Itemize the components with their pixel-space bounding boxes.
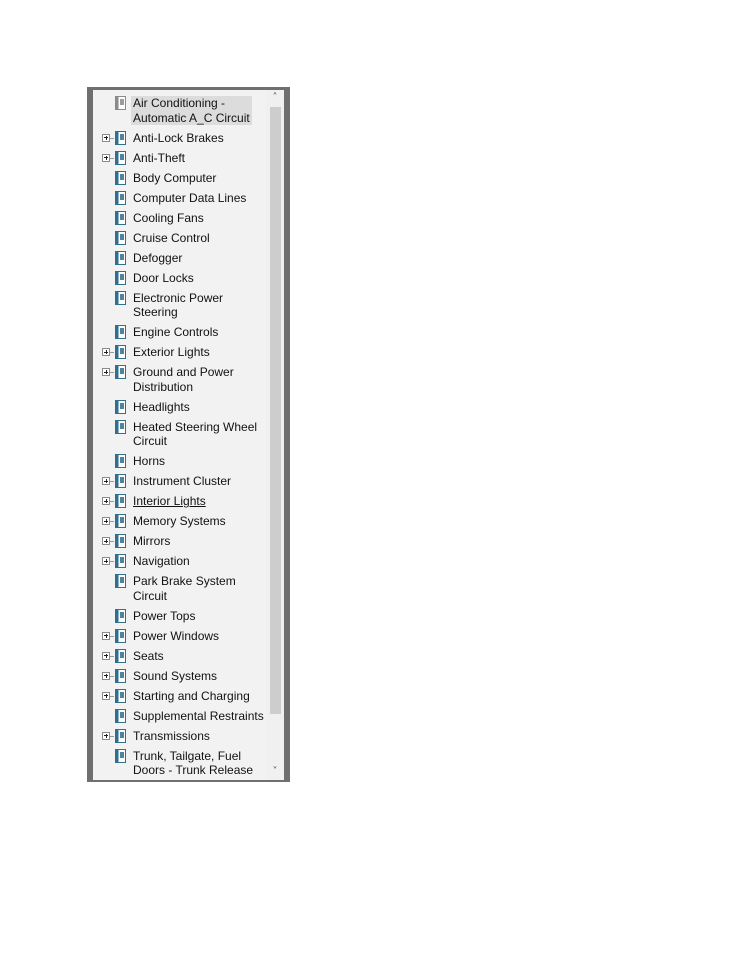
tree-item[interactable] [93,709,266,724]
tree-item-label: Cooling Fans [133,210,204,225]
tree-connector-line [110,158,114,159]
tree-item[interactable] [93,609,266,624]
tree-item-label: Body Computer [133,170,217,185]
tree-item[interactable] [93,554,266,569]
tree-item[interactable] [93,629,266,644]
plus-box-icon[interactable] [102,134,110,142]
book-icon [115,474,126,488]
book-icon [115,689,126,703]
chevron-down-icon[interactable]: ˅ [272,766,278,777]
book-icon [115,191,126,205]
plus-box-icon[interactable] [102,348,110,356]
plus-box-icon[interactable] [102,517,110,525]
plus-box-icon[interactable] [102,692,110,700]
tree-item[interactable] [93,534,266,549]
book-icon [115,211,126,225]
book-icon [115,251,126,265]
tree-item[interactable] [93,420,266,450]
tree-item-label: Exterior Lights [133,345,210,359]
book-icon [115,649,126,663]
plus-box-icon[interactable] [102,557,110,565]
tree-item[interactable] [93,211,266,226]
tree-item-label: Sound Systems [133,668,218,683]
tree-item[interactable] [93,649,266,664]
tree-item-label: Power Windows [133,628,220,643]
book-icon [115,709,126,723]
book-icon [115,400,126,414]
tree-item-label: Park Brake System Circuit [133,574,236,603]
plus-box-icon[interactable] [102,632,110,640]
book-icon [115,494,126,508]
scrollbar-thumb[interactable] [270,107,281,714]
tree-item[interactable] [93,365,266,395]
tree-item[interactable] [93,231,266,246]
tree-item-label: Cruise Control [133,230,210,245]
tree-item-label: Headlights [133,399,190,414]
tree-item[interactable] [93,574,266,604]
plus-box-icon[interactable] [102,477,110,485]
plus-box-icon[interactable] [102,672,110,680]
tree-item-label: Horns [133,454,166,468]
tree-item-label: Heated Steering Wheel Circuit [133,419,258,448]
tree-connector-line [110,481,114,482]
book-icon [115,420,126,434]
book-icon [115,325,126,339]
plus-box-icon[interactable] [102,497,110,505]
tree-item[interactable] [93,191,266,206]
tree-connector-line [110,636,114,637]
tree-item[interactable] [93,251,266,266]
tree-item-label: Navigation [133,554,190,568]
book-icon [115,514,126,528]
tree-item[interactable] [93,171,266,186]
tree-item-label: Engine Controls [133,325,219,339]
tree-item-label: Air Conditioning - Automatic A_C Circuit [133,96,250,125]
tree-item[interactable] [93,729,266,744]
tree-item-label: Mirrors [133,534,171,548]
book-icon [115,231,126,245]
tree-item[interactable] [93,291,266,321]
tree-item[interactable] [93,325,266,340]
tree-item-label: Memory Systems [133,514,226,528]
topic-tree [93,90,266,780]
chevron-up-icon[interactable]: ˄ [272,92,278,103]
book-icon [115,131,126,145]
topic-tree-panel [87,87,290,782]
plus-box-icon[interactable] [102,732,110,740]
book-icon [115,534,126,548]
book-icon [115,609,126,623]
tree-connector-line [110,541,114,542]
vertical-scrollbar[interactable] [266,90,284,780]
tree-connector-line [110,656,114,657]
tree-item-label: Instrument Cluster [133,474,232,488]
tree-item[interactable] [93,474,266,489]
tree-connector-line [110,521,114,522]
tree-item[interactable] [93,151,266,166]
tree-item-label: Electronic Power Steering [133,290,224,319]
book-icon [115,365,126,379]
plus-box-icon[interactable] [102,652,110,660]
plus-box-icon[interactable] [102,154,110,162]
tree-item[interactable] [93,689,266,704]
plus-box-icon[interactable] [102,368,110,376]
book-icon [115,345,126,359]
topic-tree-viewport [93,90,284,780]
tree-connector-line [110,696,114,697]
tree-item-label: Defogger [133,250,183,265]
tree-item-label: Ground and Power Distribution [133,365,234,394]
tree-connector-line [110,138,114,139]
book-icon [115,669,126,683]
tree-item-label: Starting and Charging [133,688,250,703]
book-icon [115,454,126,468]
tree-connector-line [110,372,114,373]
tree-item-label: Interior Lights [133,494,206,508]
book-icon [115,171,126,185]
tree-connector-line [110,736,114,737]
book-icon [115,96,126,110]
tree-item[interactable] [93,454,266,469]
tree-connector-line [110,352,114,353]
tree-connector-line [110,676,114,677]
tree-item[interactable] [93,131,266,146]
tree-item-label: Computer Data Lines [133,190,247,205]
tree-item[interactable] [93,96,266,126]
plus-box-icon[interactable] [102,537,110,545]
tree-item[interactable] [93,271,266,286]
tree-connector-line [110,501,114,502]
book-icon [115,729,126,743]
tree-item-label: Anti-Theft [133,150,186,165]
book-icon [115,271,126,285]
tree-item[interactable] [93,400,266,415]
tree-item-label: Seats [133,648,164,663]
tree-item-label: Power Tops [133,608,196,623]
tree-item-label: Supplemental Restraints [133,708,264,723]
book-icon [115,291,126,305]
book-icon [115,629,126,643]
tree-item[interactable] [93,494,266,509]
tree-connector-line [110,561,114,562]
tree-item-label: Trunk, Tailgate, Fuel Doors - Trunk Release [133,748,254,777]
book-icon [115,151,126,165]
book-icon [115,749,126,763]
tree-item[interactable] [93,749,266,779]
tree-item[interactable] [93,514,266,529]
tree-item-label: Anti-Lock Brakes [133,130,224,145]
tree-item-label: Door Locks [133,270,194,285]
tree-item[interactable] [93,669,266,684]
book-icon [115,554,126,568]
book-icon [115,574,126,588]
tree-item-label: Transmissions [133,728,210,743]
tree-item[interactable] [93,345,266,360]
